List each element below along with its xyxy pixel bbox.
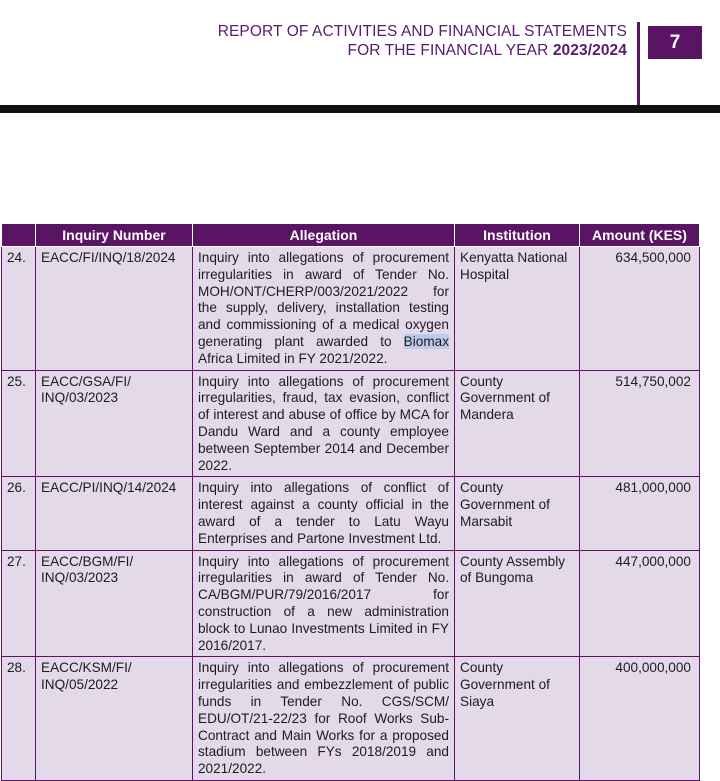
institution: County Government of Mandera (455, 370, 580, 477)
amount: 481,000,000 (580, 477, 700, 550)
institution: County Government of Siaya (455, 657, 580, 781)
highlighted-text[interactable]: Biomax (403, 333, 449, 349)
row-number: 24. (2, 247, 36, 371)
row-number: 27. (2, 550, 36, 657)
table-row (2, 477, 700, 550)
row-number: 26. (2, 477, 36, 550)
allegation: Inquiry into allegations of conflict of interest against a county official in the award of a tender to Latu Wayu Enterprises and Partone Investment Ltd. (193, 477, 455, 550)
col-header-institution: Institution (455, 224, 580, 247)
allegation-text-end: Africa Limited in FY 2021/2022. (198, 350, 388, 366)
amount: 514,750,002 (580, 370, 700, 477)
allegation: Inquiry into allegations of procurement irregularities, fraud, tax evasion, conflict of interest and abuse of office by MCA for Dandu Ward and a county employee between September 2014 and December 2022. (193, 370, 455, 477)
col-header-number (2, 224, 36, 247)
row-number: 25. (2, 370, 36, 477)
table-row (2, 550, 700, 657)
table-row (2, 657, 700, 781)
institution: County Government of Marsabit (455, 477, 580, 550)
report-header (218, 22, 627, 60)
inquiry-number: EACC/GSA/FI/ INQ/03/2023 (36, 370, 193, 477)
amount: 634,500,000 (580, 247, 700, 371)
inquiry-number: EACC/PI/INQ/14/2024 (36, 477, 193, 550)
row-number: 28. (2, 657, 36, 781)
header-financial-year: 2023/2024 (552, 42, 627, 59)
table-row (2, 247, 700, 371)
institution: County Assembly of Bungoma (455, 550, 580, 657)
allegation-text: Inquiry into allegations of procurement irregularities in award of Tender No. MOH/ONT/CHERP/003/2021/2022 for the supply, delivery, installation testing and commissioning of a medical oxygen generating plant awarded to (198, 250, 449, 349)
header-divider (637, 22, 640, 106)
col-header-inquiry-number: Inquiry Number (36, 224, 193, 247)
allegation: Inquiry into allegations of procurement irregularities in award of Tender No. CA/BGM/PUR/79/2016/2017 for construction of a new administration block to Lunao Investments Limited in FY 2016/2017. (193, 550, 455, 657)
institution: Kenyatta National Hospital (455, 247, 580, 371)
table-header-row (2, 224, 700, 247)
header-title-line2 (218, 41, 627, 60)
inquiries-table (1, 223, 700, 781)
col-header-amount: Amount (KES) (580, 224, 700, 247)
header-title-prefix: FOR THE FINANCIAL YEAR (347, 42, 553, 59)
inquiry-number: EACC/KSM/FI/ INQ/05/2022 (36, 657, 193, 781)
header-rule (0, 105, 720, 113)
allegation (193, 247, 455, 371)
allegation: Inquiry into allegations of procurement irregularities and embezzlement of public funds in Tender No. CGS/SCM/ EDU/OT/21-22/23 for Roof Works Sub-Contract and Main Works for a proposed stadium between FYs 2018/2019 and 2021/2022. (193, 657, 455, 781)
page-number: 7 (648, 26, 702, 59)
col-header-allegation: Allegation (193, 224, 455, 247)
inquiry-number: EACC/BGM/FI/ INQ/03/2023 (36, 550, 193, 657)
inquiry-number: EACC/FI/INQ/18/2024 (36, 247, 193, 371)
amount: 447,000,000 (580, 550, 700, 657)
table-row (2, 370, 700, 477)
amount: 400,000,000 (580, 657, 700, 781)
header-title-line1: REPORT OF ACTIVITIES AND FINANCIAL STATEMENTS (217, 23, 627, 40)
